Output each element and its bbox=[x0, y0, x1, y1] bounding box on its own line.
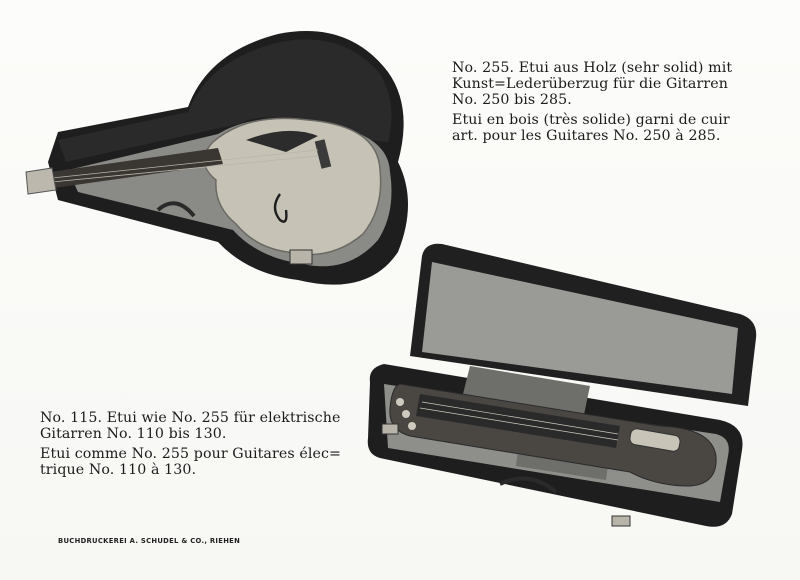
caption-german: No. 115. Etui wie No. 255 für elektrische Gitarren No. 110 bis 130. bbox=[40, 410, 341, 442]
caption-french: Etui comme No. 255 pour Guitares élec= trique No. 110 à 130. bbox=[40, 446, 342, 478]
caption-french: Etui en bois (très solide) garni de cuir art. pour les Guitares No. 250 à 285. bbox=[452, 112, 730, 144]
caption-case-115 bbox=[40, 410, 350, 478]
caption-case-255 bbox=[452, 60, 752, 144]
caption-german: No. 255. Etui aus Holz (sehr solid) mit Kunst=Lederüberzug für die Gitarren No. 250 bis 285. bbox=[452, 60, 733, 108]
printer-credit: BUCHDRUCKEREI A. SCHUDEL & CO., RIEHEN bbox=[58, 537, 241, 545]
electric-guitar-case-photo bbox=[360, 236, 770, 536]
